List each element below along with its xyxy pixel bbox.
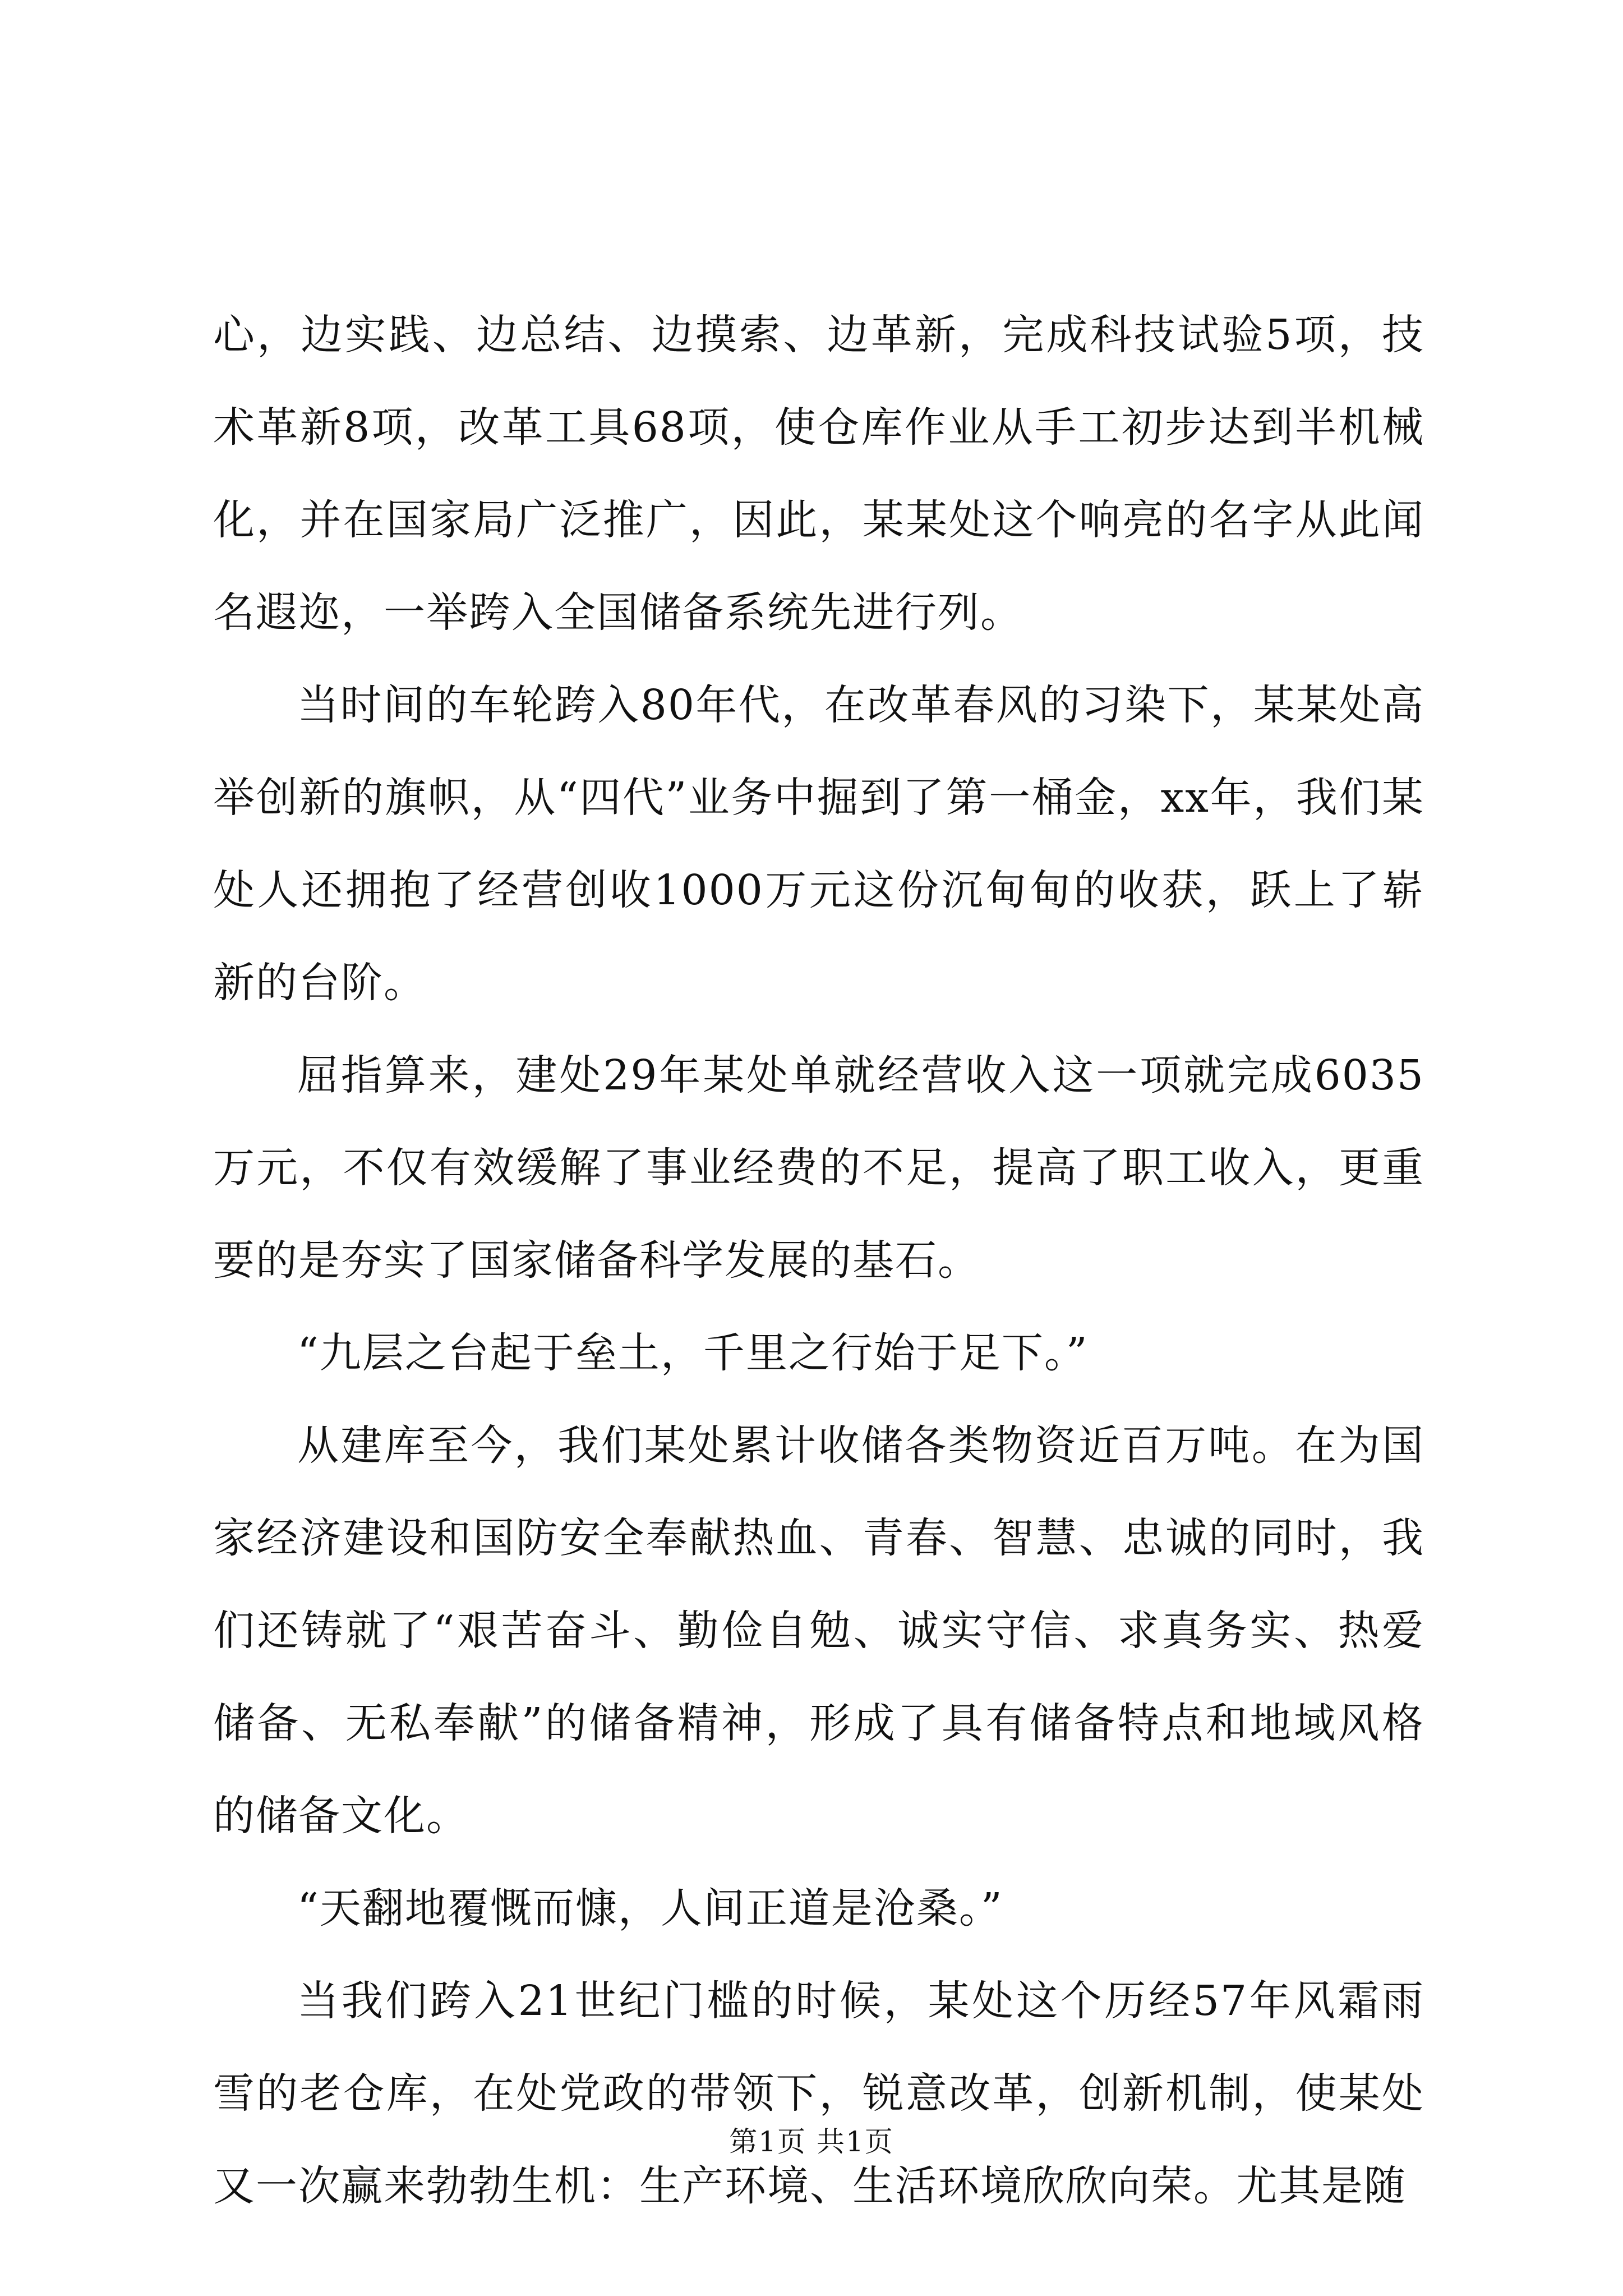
paragraph-5: 当我们跨入21世纪门槛的时候，某处这个历经57年风霜雨雪的老仓库，在处党政的带领下，锐意改革，创新机制，使某处又一次赢来勃勃生机：生产环境、生活环境欣欣向荣。尤其是随 xyxy=(213,1977,1424,2210)
paragraph-quote-1: “九层之台起于垒土，千里之行始于足下。” xyxy=(297,1329,1089,1377)
page-footer: 第1页 共1页 xyxy=(729,2125,894,2158)
document-body xyxy=(213,289,1424,2233)
paragraph-4: 从建库至今，我们某处累计收储各类物资近百万吨。在为国家经济建设和国防安全奉献热血、青春、智慧、忠诚的同时，我们还铸就了“艰苦奋斗、勤俭自勉、诚实守信、求真务实、热爱储备、无私奉献”的储备精神，形成了具有储备特点和地域风格的储备文化。 xyxy=(213,1421,1424,1840)
paragraph-3: 屈指算来，建处29年某处单就经营收入这一项就完成6035万元，不仅有效缓解了事业经费的不足，提高了职工收入，更重要的是夯实了国家储备科学发展的基石。 xyxy=(213,1051,1424,1285)
paragraph-1: 心，边实践、边总结、边摸索、边革新，完成科技试验5项，技术革新8项，改革工具68项，使仓库作业从手工初步达到半机械化，并在国家局广泛推广，因此，某某处这个响亮的名字从此闻名遐迩，一举跨入全国储备系统先进行列。 xyxy=(213,311,1424,637)
paragraph-2: 当时间的车轮跨入80年代，在改革春风的习染下，某某处高举创新的旗帜，从“四代”业务中掘到了第一桶金，xx年，我们某处人还拥抱了经营创收1000万元这份沉甸甸的收获，跃上了崭新的台阶。 xyxy=(213,681,1424,1007)
paragraph-quote-2: “天翻地覆慨而慷，人间正道是沧桑。” xyxy=(297,1884,1003,1932)
